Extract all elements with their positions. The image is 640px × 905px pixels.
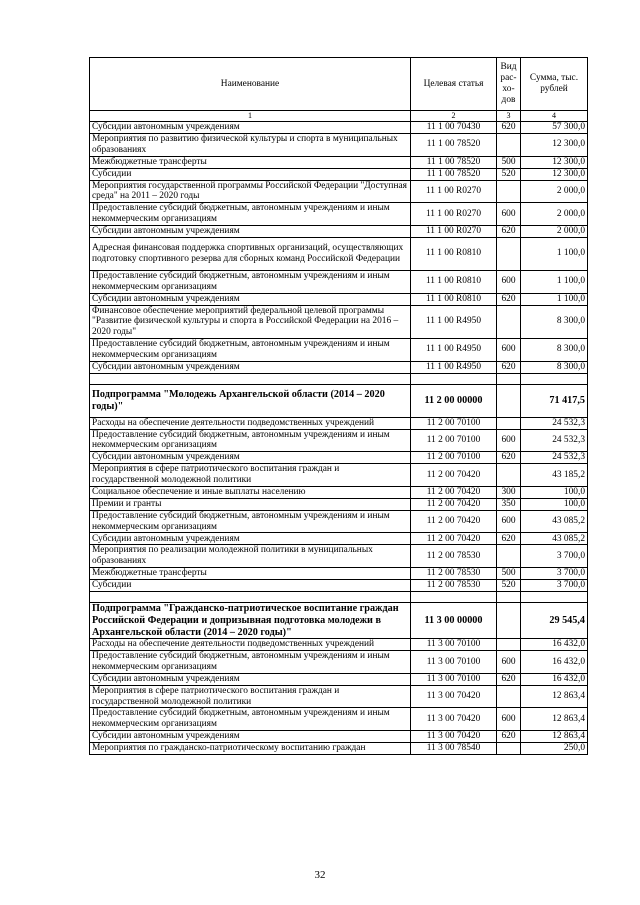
row-sum: 100,0 bbox=[521, 498, 588, 510]
row-kind: 620 bbox=[497, 673, 521, 685]
row-sum: 12 300,0 bbox=[521, 134, 588, 157]
table-row bbox=[90, 510, 588, 533]
spacer-row bbox=[90, 592, 588, 603]
table-row bbox=[90, 545, 588, 568]
row-name: Социальное обеспечение и иные выплаты населению bbox=[90, 486, 411, 498]
table-row bbox=[90, 498, 588, 510]
row-code: 11 3 00 70100 bbox=[411, 651, 497, 674]
row-kind: 350 bbox=[497, 498, 521, 510]
table-row bbox=[90, 180, 588, 203]
row-sum: 57 300,0 bbox=[521, 122, 588, 134]
row-name: Субсидии автономным учреждениям bbox=[90, 122, 411, 134]
row-kind bbox=[497, 685, 521, 708]
row-sum: 24 532,3 bbox=[521, 452, 588, 464]
row-code: 11 1 00 70430 bbox=[411, 122, 497, 134]
table-row bbox=[90, 429, 588, 452]
row-kind: 600 bbox=[497, 429, 521, 452]
row-code: 11 2 00 00000 bbox=[411, 384, 497, 417]
row-sum: 29 545,4 bbox=[521, 603, 588, 639]
row-kind: 500 bbox=[497, 156, 521, 168]
row-sum: 71 417,5 bbox=[521, 384, 588, 417]
table-row bbox=[90, 452, 588, 464]
table-row bbox=[90, 731, 588, 743]
row-name: Субсидии автономным учреждениям bbox=[90, 533, 411, 545]
row-code: 11 3 00 70100 bbox=[411, 639, 497, 651]
row-kind: 600 bbox=[497, 338, 521, 361]
spacer-row bbox=[90, 373, 588, 384]
row-sum: 43 085,2 bbox=[521, 533, 588, 545]
row-kind bbox=[497, 603, 521, 639]
table-row bbox=[90, 270, 588, 293]
row-code: 11 2 00 70420 bbox=[411, 498, 497, 510]
row-name: Субсидии автономным учреждениям bbox=[90, 673, 411, 685]
row-sum: 8 300,0 bbox=[521, 361, 588, 373]
row-name: Расходы на обеспечение деятельности подведомственных учреждений bbox=[90, 417, 411, 429]
row-kind bbox=[497, 305, 521, 338]
row-name: Субсидии автономным учреждениям bbox=[90, 225, 411, 237]
row-kind: 600 bbox=[497, 708, 521, 731]
row-name: Субсидии автономным учреждениям bbox=[90, 293, 411, 305]
row-name: Субсидии автономным учреждениям bbox=[90, 361, 411, 373]
row-name: Субсидии bbox=[90, 168, 411, 180]
row-kind bbox=[497, 743, 521, 755]
row-code: 11 3 00 78540 bbox=[411, 743, 497, 755]
table-row bbox=[90, 168, 588, 180]
row-name: Мероприятия государственной программы Российской Федерации "Доступная среда" на 2011 – 2020 годы bbox=[90, 180, 411, 203]
row-kind bbox=[497, 180, 521, 203]
table-row bbox=[90, 708, 588, 731]
row-name: Расходы на обеспечение деятельности подведомственных учреждений bbox=[90, 639, 411, 651]
row-code: 11 1 00 R0810 bbox=[411, 293, 497, 305]
row-name: Адресная финансовая поддержка спортивных организаций, осуществляющих подготовку спортивного резерва для сборных команд Российской Федерации bbox=[90, 237, 411, 270]
row-code: 11 2 00 70100 bbox=[411, 452, 497, 464]
row-code: 11 1 00 R0270 bbox=[411, 203, 497, 226]
table-row bbox=[90, 338, 588, 361]
row-name: Мероприятия по гражданско-патриотическому воспитанию граждан bbox=[90, 743, 411, 755]
table-row bbox=[90, 203, 588, 226]
row-kind bbox=[497, 237, 521, 270]
row-kind: 500 bbox=[497, 568, 521, 580]
row-code: 11 3 00 70420 bbox=[411, 685, 497, 708]
row-kind bbox=[497, 134, 521, 157]
row-name: Мероприятия по реализации молодежной политики в муниципальных образованиях bbox=[90, 545, 411, 568]
row-code: 11 3 00 00000 bbox=[411, 603, 497, 639]
table-row bbox=[90, 673, 588, 685]
row-kind: 600 bbox=[497, 270, 521, 293]
row-sum: 3 700,0 bbox=[521, 568, 588, 580]
row-sum: 16 432,0 bbox=[521, 639, 588, 651]
row-code: 11 1 00 R4950 bbox=[411, 338, 497, 361]
row-code: 11 2 00 70420 bbox=[411, 510, 497, 533]
table-row bbox=[90, 464, 588, 487]
row-sum: 1 100,0 bbox=[521, 293, 588, 305]
row-code: 11 1 00 R0810 bbox=[411, 270, 497, 293]
row-name: Субсидии автономным учреждениям bbox=[90, 452, 411, 464]
row-kind: 620 bbox=[497, 533, 521, 545]
row-sum: 2 000,0 bbox=[521, 180, 588, 203]
row-kind: 620 bbox=[497, 225, 521, 237]
row-sum: 16 432,0 bbox=[521, 673, 588, 685]
row-kind bbox=[497, 464, 521, 487]
table-row bbox=[90, 156, 588, 168]
header-amount: Сумма, тыс. рублей bbox=[521, 58, 588, 111]
row-code: 11 1 00 78520 bbox=[411, 134, 497, 157]
header-name: Наименование bbox=[90, 58, 411, 111]
row-name: Предоставление субсидий бюджетным, автономным учреждениям и иным некоммерческим организациям bbox=[90, 429, 411, 452]
row-name: Предоставление субсидий бюджетным, автономным учреждениям и иным некоммерческим организациям bbox=[90, 270, 411, 293]
table-row bbox=[90, 533, 588, 545]
table-row bbox=[90, 237, 588, 270]
row-name: Предоставление субсидий бюджетным, автономным учреждениям и иным некоммерческим организациям bbox=[90, 338, 411, 361]
row-name: Межбюджетные трансферты bbox=[90, 568, 411, 580]
table-row bbox=[90, 134, 588, 157]
row-name: Субсидии bbox=[90, 580, 411, 592]
column-number: 1 bbox=[90, 111, 411, 122]
row-sum: 12 300,0 bbox=[521, 156, 588, 168]
row-name: Предоставление субсидий бюджетным, автономным учреждениям и иным некоммерческим организациям bbox=[90, 708, 411, 731]
row-code: 11 3 00 70420 bbox=[411, 731, 497, 743]
row-code: 11 1 00 R0270 bbox=[411, 180, 497, 203]
row-code: 11 1 00 R0810 bbox=[411, 237, 497, 270]
row-kind: 620 bbox=[497, 731, 521, 743]
row-code: 11 2 00 70420 bbox=[411, 486, 497, 498]
subprogram-row bbox=[90, 384, 588, 417]
table-row bbox=[90, 122, 588, 134]
row-sum: 12 300,0 bbox=[521, 168, 588, 180]
row-sum: 43 085,2 bbox=[521, 510, 588, 533]
row-code: 11 2 00 78530 bbox=[411, 580, 497, 592]
table-row bbox=[90, 293, 588, 305]
table-row bbox=[90, 568, 588, 580]
table-row bbox=[90, 417, 588, 429]
column-number: 4 bbox=[521, 111, 588, 122]
table-row bbox=[90, 685, 588, 708]
table-row bbox=[90, 486, 588, 498]
row-sum: 3 700,0 bbox=[521, 545, 588, 568]
row-name: Предоставление субсидий бюджетным, автономным учреждениям и иным некоммерческим организациям bbox=[90, 651, 411, 674]
row-kind: 600 bbox=[497, 510, 521, 533]
row-sum: 43 185,2 bbox=[521, 464, 588, 487]
row-code: 11 2 00 78530 bbox=[411, 568, 497, 580]
row-sum: 2 000,0 bbox=[521, 225, 588, 237]
row-kind bbox=[497, 417, 521, 429]
row-sum: 8 300,0 bbox=[521, 305, 588, 338]
row-sum: 250,0 bbox=[521, 743, 588, 755]
table-row bbox=[90, 361, 588, 373]
row-sum: 12 863,4 bbox=[521, 685, 588, 708]
row-name: Мероприятия в сфере патриотического воспитания граждан и государственной молодежной политики bbox=[90, 464, 411, 487]
row-kind bbox=[497, 384, 521, 417]
row-sum: 24 532,3 bbox=[521, 429, 588, 452]
header-row bbox=[90, 58, 588, 111]
row-code: 11 1 00 R4950 bbox=[411, 361, 497, 373]
row-code: 11 2 00 70420 bbox=[411, 464, 497, 487]
row-name: Подпрограмма "Молодежь Архангельской области (2014 – 2020 годы)" bbox=[90, 384, 411, 417]
row-name: Предоставление субсидий бюджетным, автономным учреждениям и иным некоммерческим организациям bbox=[90, 510, 411, 533]
row-kind: 620 bbox=[497, 452, 521, 464]
table-row bbox=[90, 743, 588, 755]
row-code: 11 2 00 70420 bbox=[411, 533, 497, 545]
row-sum: 24 532,3 bbox=[521, 417, 588, 429]
header-target-article: Целевая статья bbox=[411, 58, 497, 111]
row-code: 11 3 00 70420 bbox=[411, 708, 497, 731]
row-kind bbox=[497, 639, 521, 651]
row-code: 11 1 00 78520 bbox=[411, 168, 497, 180]
row-kind: 620 bbox=[497, 122, 521, 134]
row-name: Финансовое обеспечение мероприятий федеральной целевой программы "Развитие физической культуры и спорта в Российской Федерации на 2016 – 2020 годы" bbox=[90, 305, 411, 338]
row-sum: 12 863,4 bbox=[521, 708, 588, 731]
row-kind: 600 bbox=[497, 651, 521, 674]
row-sum: 12 863,4 bbox=[521, 731, 588, 743]
row-kind: 520 bbox=[497, 168, 521, 180]
budget-table bbox=[89, 57, 588, 755]
row-sum: 8 300,0 bbox=[521, 338, 588, 361]
row-kind: 620 bbox=[497, 361, 521, 373]
row-sum: 16 432,0 bbox=[521, 651, 588, 674]
row-sum: 2 000,0 bbox=[521, 203, 588, 226]
table-row bbox=[90, 225, 588, 237]
row-name: Предоставление субсидий бюджетным, автономным учреждениям и иным некоммерческим организациям bbox=[90, 203, 411, 226]
table-row bbox=[90, 639, 588, 651]
row-code: 11 2 00 78530 bbox=[411, 545, 497, 568]
row-sum: 1 100,0 bbox=[521, 237, 588, 270]
row-code: 11 3 00 70100 bbox=[411, 673, 497, 685]
column-number: 2 bbox=[411, 111, 497, 122]
row-code: 11 2 00 70100 bbox=[411, 429, 497, 452]
row-kind: 300 bbox=[497, 486, 521, 498]
row-sum: 1 100,0 bbox=[521, 270, 588, 293]
table-row bbox=[90, 651, 588, 674]
subprogram-row bbox=[90, 603, 588, 639]
page-number: 32 bbox=[314, 869, 326, 881]
row-code: 11 1 00 R4950 bbox=[411, 305, 497, 338]
table-row bbox=[90, 305, 588, 338]
row-name: Мероприятия в сфере патриотического воспитания граждан и государственной молодежной политики bbox=[90, 685, 411, 708]
row-name: Межбюджетные трансферты bbox=[90, 156, 411, 168]
row-code: 11 1 00 R0270 bbox=[411, 225, 497, 237]
row-kind: 600 bbox=[497, 203, 521, 226]
column-number: 3 bbox=[497, 111, 521, 122]
row-kind bbox=[497, 545, 521, 568]
row-kind: 520 bbox=[497, 580, 521, 592]
row-sum: 100,0 bbox=[521, 486, 588, 498]
row-name: Субсидии автономным учреждениям bbox=[90, 731, 411, 743]
header-expense-type: Вид рас-хо-дов bbox=[497, 58, 521, 111]
row-kind: 620 bbox=[497, 293, 521, 305]
column-number-row bbox=[90, 111, 588, 122]
row-code: 11 2 00 70100 bbox=[411, 417, 497, 429]
table-row bbox=[90, 580, 588, 592]
row-name: Мероприятия по развитию физической культуры и спорта в муниципальных образованиях bbox=[90, 134, 411, 157]
row-code: 11 1 00 78520 bbox=[411, 156, 497, 168]
row-name: Премии и гранты bbox=[90, 498, 411, 510]
row-sum: 3 700,0 bbox=[521, 580, 588, 592]
row-name: Подпрограмма "Гражданско-патриотическое воспитание граждан Российской Федерации и допризывная подготовка молодежи в Архангельской области (2014 – 2020 годы)" bbox=[90, 603, 411, 639]
